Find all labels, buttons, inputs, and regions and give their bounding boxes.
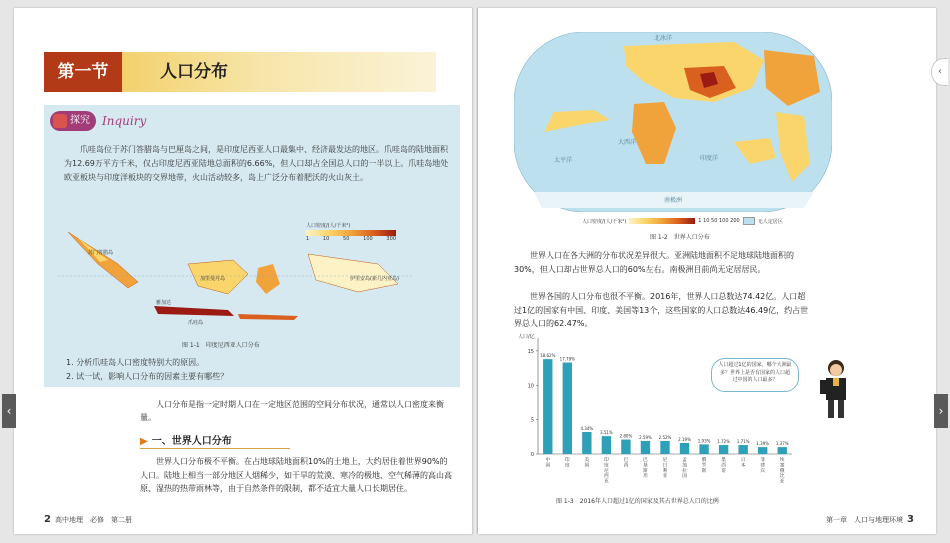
x-tick-label: 利	[662, 468, 668, 474]
x-tick-label: 西	[623, 463, 629, 469]
x-tick-label: 度	[604, 463, 609, 469]
x-tick-label: 斯	[701, 468, 707, 474]
x-tick-label: 墨	[721, 458, 726, 463]
data-label: 4.34%	[580, 426, 594, 431]
x-tick-label: 哥	[721, 468, 726, 474]
map-label-arctic: 北冰洋	[654, 35, 673, 42]
x-tick-label: 印	[565, 458, 570, 463]
right-footer-text: 第一章 人口与地理环境	[826, 516, 903, 524]
indonesia-map-legend-title: 人口密度/(人/千米²)	[306, 223, 351, 229]
map-label-atlantic: 大西洋	[618, 139, 637, 146]
map-label-jakarta: 雅加达	[156, 300, 172, 306]
bar	[563, 363, 572, 454]
world-map-nodata-swatch	[743, 217, 755, 225]
world-map-nodata-label: 无人定居区	[757, 218, 783, 225]
data-label: 2.52%	[658, 434, 672, 440]
population-bar-chart	[516, 330, 806, 490]
figure-3-caption: 图 1-3 2016年人口超过1亿的国家及其占世界总人口的比例	[556, 498, 719, 505]
y-tick-label: 0	[530, 452, 534, 458]
inquiry-badge	[50, 111, 96, 131]
data-label: 3.51%	[600, 430, 613, 436]
legend-tick: 100	[363, 236, 373, 242]
x-tick-label: 中	[545, 458, 551, 463]
inquiry-label: 探究	[70, 115, 90, 126]
world-map-legend-ticks: 1 10 50 100 200	[698, 218, 740, 224]
question-item: 2. 试一试，影响人口分布的因素主要有哪些？	[66, 372, 229, 381]
data-label: 17.79%	[559, 356, 575, 362]
world-map	[514, 32, 832, 212]
legend-tick: 1	[306, 236, 310, 242]
data-label: 1.37%	[775, 441, 789, 447]
y-axis-label: 人口/亿	[518, 334, 535, 340]
question-list	[66, 356, 228, 384]
x-tick-label: 拉	[682, 468, 687, 474]
x-tick-label: 美	[584, 458, 590, 463]
x-tick-label: 尼	[662, 458, 668, 463]
x-tick-label: 孟	[682, 458, 687, 463]
figure-1-caption: 图 1-1 印度尼西亚人口分布	[182, 342, 260, 349]
x-tick-label: 巴	[623, 458, 629, 463]
bar	[602, 436, 611, 454]
bar	[738, 445, 747, 454]
world-map-legend-bar	[629, 218, 695, 224]
x-tick-label: 西	[721, 463, 726, 469]
paragraph-continents: 世界人口在各大洲的分布状况差异很大。亚洲陆地面积不足地球陆地面积的30%，但人口却占世界总人口的60%左右。南极洲目前尚无定居居民。	[514, 251, 794, 274]
x-tick-label: 本	[740, 463, 746, 469]
speech-bubble: 人口超过1亿的国家，哪个大洲最多？世界上是否有国家的人口超过中国的人口最多？	[711, 358, 799, 392]
figure-2-caption: 图 1-2 世界人口分布	[650, 234, 710, 241]
x-tick-label: 亚	[662, 474, 668, 480]
subheading-underline	[140, 448, 290, 449]
x-tick-label: 日	[740, 458, 746, 463]
data-label: 2.80%	[619, 433, 633, 439]
x-tick-label: 塞	[779, 463, 785, 469]
map-label-sumatra: 苏门答腊岛	[88, 250, 114, 256]
x-tick-label: 西	[604, 474, 609, 480]
x-tick-label: 基	[643, 463, 648, 469]
section-title-bar	[44, 52, 436, 92]
data-label: 1.93%	[697, 438, 711, 444]
inquiry-label-en: Inquiry	[102, 114, 147, 128]
data-label: 2.59%	[639, 434, 652, 440]
right-page-number: 3	[907, 514, 914, 525]
left-page	[14, 8, 472, 534]
bar	[621, 440, 630, 454]
inquiry-text: 爪哇岛位于苏门答腊岛与巴厘岛之间，是印度尼西亚人口最集中、经济最发达的地区。爪哇岛的陆地面积为12.69万平方千米，仅占印度尼西亚陆地总面积的6.66%，但人口却占全国总人口的一半以上。爪哇岛地处欧亚板块与印度洋板块的交界地带，火山活动较多，岛上广泛分布着肥沃的火山灰土。	[64, 145, 449, 182]
x-tick-label: 坦	[643, 474, 648, 480]
x-tick-label: 宾	[760, 468, 765, 474]
left-page-number: 2	[44, 514, 51, 525]
map-label-indian: 印度洋	[700, 155, 719, 162]
student-illustration	[818, 358, 854, 422]
legend-tick: 300	[386, 236, 396, 242]
data-label: 18.62%	[540, 353, 556, 359]
right-page	[478, 8, 936, 534]
right-footer	[826, 514, 914, 525]
left-footer-text: 高中地理 必修 第二册	[54, 516, 132, 524]
indonesia-map-legend	[306, 222, 396, 242]
bar	[582, 432, 591, 454]
bar	[680, 443, 689, 454]
map-label-antarctica: 南极洲	[664, 197, 683, 204]
x-tick-label: 日	[662, 463, 668, 469]
triangle-icon: ▶	[140, 436, 148, 447]
question-item: 1. 分析爪哇岛人口密度特别大的原因。	[66, 358, 205, 367]
bar	[778, 447, 787, 454]
subheading-text: 一、世界人口分布	[151, 436, 232, 447]
indonesia-map-legend-ticks	[306, 236, 396, 242]
legend-tick: 50	[343, 236, 350, 242]
map-label-pacific: 太平洋	[554, 157, 573, 164]
x-tick-label: 埃	[779, 458, 785, 463]
next-page-button[interactable]: ›	[934, 394, 948, 428]
x-tick-label: 国	[545, 463, 551, 469]
x-tick-label: 尼	[604, 468, 609, 474]
section-title: 人口分布	[160, 62, 228, 82]
y-tick-label: 5	[530, 417, 534, 424]
x-tick-label: 律	[760, 463, 765, 469]
legend-tick: 10	[322, 236, 330, 242]
x-tick-label: 国	[584, 463, 590, 469]
x-tick-label: 比	[779, 474, 785, 480]
x-tick-label: 加	[682, 463, 687, 469]
bar	[641, 441, 650, 454]
map-label-papua: 伊里安岛(新几内亚岛)	[350, 276, 399, 282]
data-label: 2.19%	[678, 437, 691, 442]
x-tick-label: 俄	[701, 458, 707, 463]
bar	[758, 447, 767, 454]
data-label: 1.71%	[736, 439, 750, 445]
bar	[543, 359, 552, 454]
left-footer	[44, 514, 132, 525]
x-tick-label: 国	[682, 474, 687, 480]
x-tick-label: 亚	[604, 479, 609, 485]
collapse-panel-button[interactable]: ‹	[931, 58, 948, 86]
x-tick-label: 亚	[779, 479, 785, 485]
map-label-kalimantan: 加里曼丹岛	[200, 276, 226, 282]
y-tick-label: 10	[527, 383, 534, 390]
y-tick-label: 15	[527, 348, 534, 355]
data-label: 1.72%	[717, 439, 730, 445]
x-tick-label: 罗	[701, 463, 707, 469]
prev-page-button[interactable]: ‹	[2, 394, 16, 428]
x-tick-label: 度	[565, 463, 570, 469]
inquiry-icon	[53, 114, 67, 128]
x-tick-label: 巴	[643, 458, 648, 463]
intro-paragraph: 人口分布是指一定时期人口在一定地区范围的空间分布状况，通常以人口密度来衡量。	[140, 400, 444, 422]
x-tick-label: 菲	[760, 458, 765, 463]
body-paragraph: 世界人口分布极不平衡。在占地球陆地面积10%的土地上，大约居住着世界90%的人口。陆地上相当一部分地区人烟稀少，如干旱的荒漠、寒冷的极地、空气稀薄的高山高原、湿热的热带雨林等，由于自然条件的限制，都不适宜大量人口长期居住。	[140, 457, 452, 493]
section-number: 第一节	[44, 52, 122, 92]
bar	[699, 444, 708, 454]
x-tick-label: 俄	[779, 468, 785, 474]
bar	[719, 445, 728, 454]
map-label-java: 爪哇岛	[188, 320, 204, 326]
subheading	[140, 432, 232, 447]
world-map-legend-title: 人口密度/(人/千米²)	[582, 218, 627, 225]
x-tick-label: 印	[604, 458, 609, 463]
world-map-legend	[582, 217, 783, 225]
paragraph-countries: 世界各国的人口分布也很不平衡。2016年，世界人口总数达74.42亿。人口超过1亿的国家有中国、印度、美国等13个，这些国家的人口总数达46.49亿，约占世界总人口的62.47%。	[514, 292, 809, 328]
x-tick-label: 斯	[643, 468, 648, 474]
bar	[660, 441, 669, 454]
data-label: 1.39%	[756, 441, 770, 447]
